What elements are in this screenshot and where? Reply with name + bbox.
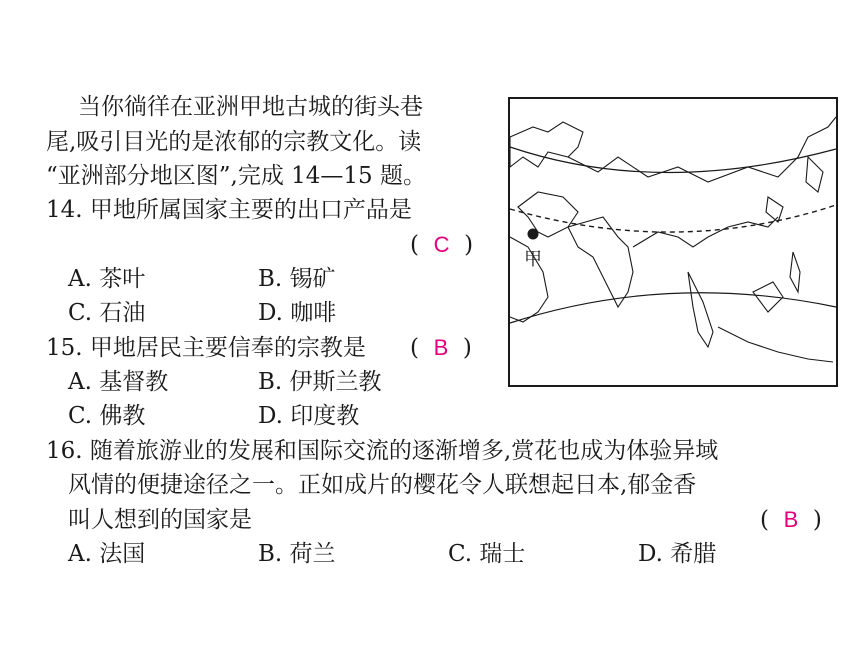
q16-line-2: 风情的便捷途径之一。正如成片的樱花令人联想起日本,郁金香	[68, 472, 697, 498]
intro-line-2: 尾,吸引目光的是浓郁的宗教文化。读	[46, 129, 422, 155]
q16-option-b: B. 荷兰	[258, 541, 336, 567]
q15-option-b: B. 伊斯兰教	[258, 369, 382, 395]
q15-option-a: A. 基督教	[68, 369, 169, 395]
q16-line-1: 16. 随着旅游业的发展和国际交流的逐渐增多,赏花也成为体验异域	[46, 438, 719, 464]
map-frame	[509, 98, 837, 386]
q16-line-3: 叫人想到的国家是	[68, 507, 252, 533]
q14-stem: 14. 甲地所属国家主要的出口产品是	[46, 197, 412, 223]
q15-answer: B	[433, 335, 449, 360]
q14-option-b: B. 锡矿	[258, 266, 336, 292]
marker-label-jia: 甲	[524, 249, 542, 270]
q16-option-a: A. 法国	[68, 541, 146, 567]
q15-answer-bracket: ( B )	[410, 335, 472, 361]
q15-option-d: D. 印度教	[258, 403, 360, 429]
q16-answer: B	[783, 507, 799, 532]
q15-option-c: C. 佛教	[68, 403, 146, 429]
q16-answer-bracket: ( B )	[760, 507, 822, 533]
q14-option-c: C. 石油	[68, 300, 146, 326]
location-marker-jia	[528, 229, 539, 240]
intro-line-3: “亚洲部分地区图”,完成 14—15 题。	[46, 163, 426, 189]
q14-option-d: D. 咖啡	[258, 300, 337, 326]
q14-answer-bracket: ( C )	[410, 232, 474, 258]
q16-option-c: C. 瑞士	[448, 541, 526, 567]
intro-line-1: 当你徜徉在亚洲甲地古城的街头巷	[78, 94, 423, 120]
q14-option-a: A. 茶叶	[68, 266, 146, 292]
q15-stem: 15. 甲地居民主要信奉的宗教是	[46, 335, 366, 361]
q14-answer: C	[433, 232, 450, 257]
asia-map	[508, 97, 838, 387]
q16-option-d: D. 希腊	[638, 541, 717, 567]
